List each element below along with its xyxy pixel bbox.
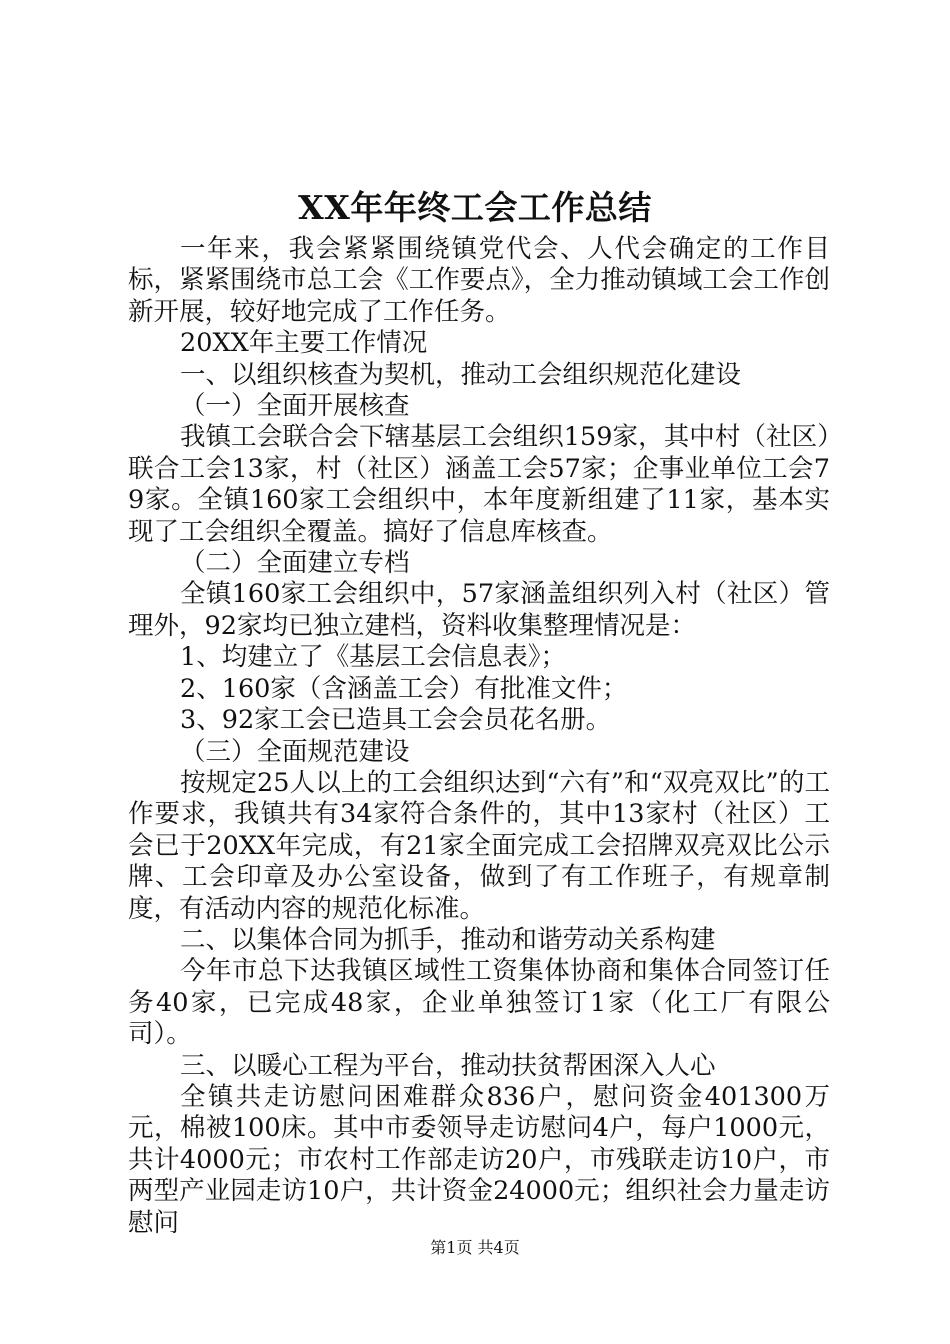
subsection-heading-1-3: （三）全面规范建设 xyxy=(180,736,410,767)
subsection-heading-1-1: （一）全面开展核查 xyxy=(180,391,410,422)
paragraph-poverty-relief: 全镇共走访慰问困难群众836户，慰问资金401300万元，棉被100床。其中市委领导走访慰问4户，每户1000元，共计4000元；市农村工作部走访20户，市残联走访10户，市两型产业园走访10户，共计资金24000元；组织社会力量走访慰问 xyxy=(128,1081,830,1238)
paragraph-standards: 按规定25人以上的工会组织达到“六有”和“双亮双比”的工作要求，我镇共有34家符合条件的，其中13家村（社区）工会已于20XX年完成，有21家全面完成工会招牌双亮双比公示牌、工会印章及办公室设备，做到了有工作班子，有规章制度，有活动内容的规范化标准。 xyxy=(128,767,830,924)
paragraph-intro: 一年来，我会紧紧围绕镇党代会、人代会确定的工作目标，紧紧围绕市总工会《工作要点》，全力推动镇域工会工作创新开展，较好地完成了工作任务。 xyxy=(128,234,830,327)
section-heading-3: 三、以暖心工程为平台，推动扶贫帮困深入人心 xyxy=(180,1050,716,1081)
list-item-2: 2、160家（含涵盖工会）有批准文件； xyxy=(180,673,628,704)
document-title: XX年年终工会工作总结 xyxy=(298,188,652,227)
paragraph-archives: 全镇160家工会组织中，57家涵盖组织列入村（社区）管理外，92家均已独立建档，资料收集整理情况是： xyxy=(128,579,830,641)
list-item-3: 3、92家工会已造具工会会员花名册。 xyxy=(180,705,612,736)
document-body xyxy=(128,234,830,1239)
section-heading-2: 二、以集体合同为抓手，推动和谐劳动关系构建 xyxy=(180,924,716,955)
paragraph-contracts: 今年市总下达我镇区域性工资集体协商和集体合同签订任务40家，已完成48家，企业单独签订1家（化工厂有限公司）。 xyxy=(128,956,830,1050)
list-item-1: 1、均建立了《基层工会信息表》； xyxy=(180,642,566,673)
section-heading-1: 一、以组织核查为契机，推动工会组织规范化建设 xyxy=(180,359,742,390)
subsection-heading-1-2: （二）全面建立专档 xyxy=(180,548,410,579)
paragraph-verification: 我镇工会联合会下辖基层工会组织159家，其中村（社区）联合工会13家，村（社区）涵盖工会57家；企事业单位工会79家。全镇160家工会组织中，本年度新组建了11家，基本实现了工会组织全覆盖。搞好了信息库核查。 xyxy=(128,422,830,547)
section-heading-main: 20XX年主要工作情况 xyxy=(180,328,428,359)
page-footer: 第1页 共4页 xyxy=(430,1238,520,1257)
